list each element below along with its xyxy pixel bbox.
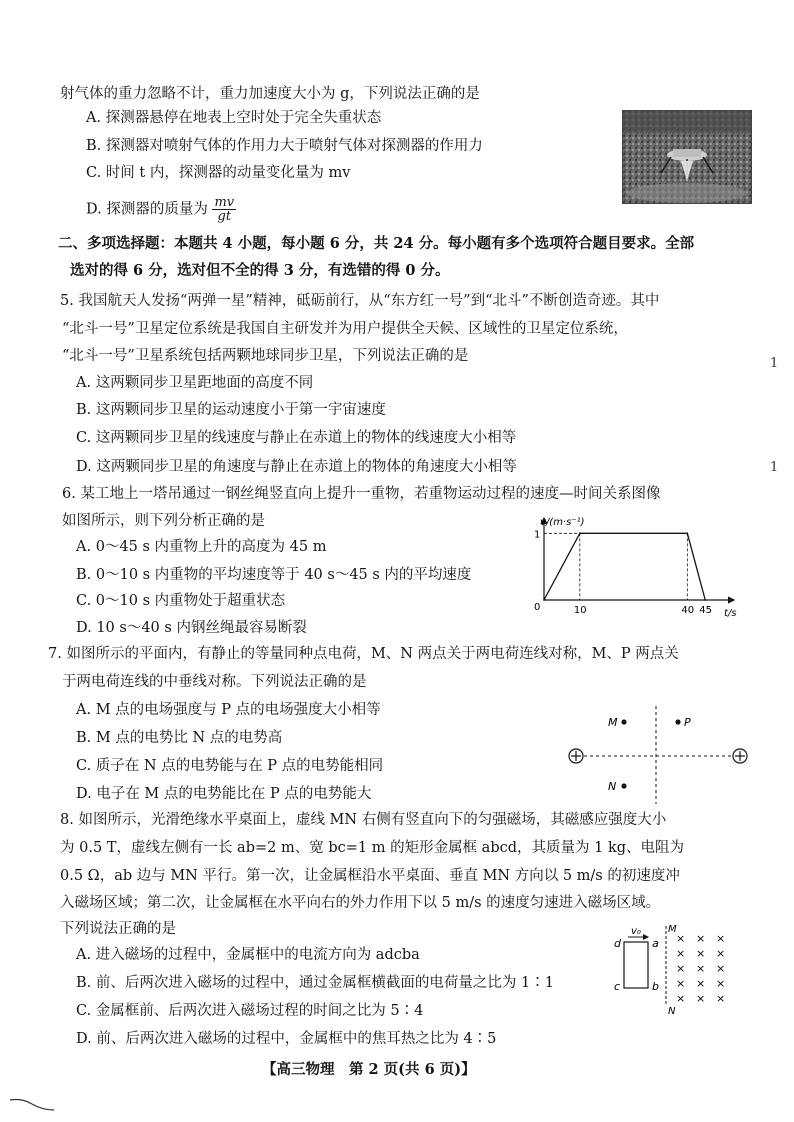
q7-stem-line2: 于两电荷连线的中垂线对称。下列说法正确的是 [62, 674, 367, 690]
q4-option-d-fraction [212, 196, 236, 223]
q4-option-b: B. 探测器对喷射气体的作用力大于喷射气体对探测器的作用力 [86, 138, 483, 154]
data-point [686, 532, 688, 534]
field-mark: × [716, 977, 726, 990]
q8-stem-line3: 0.5 Ω，ab 边与 MN 平行。第一次，让金属框沿水平桌面、垂直 MN 方向以 5 m/s 的初速度冲 [60, 868, 680, 884]
q7-option-b: B. M 点的电势比 N 点的电势高 [76, 730, 283, 746]
field-mark: × [676, 962, 686, 975]
point-p-dot [675, 719, 680, 724]
chart-guide-lines [544, 533, 687, 600]
field-mark: × [676, 977, 686, 990]
q7-option-a: A. M 点的电场强度与 P 点的电场强度大小相等 [76, 702, 381, 718]
field-mark: × [696, 962, 706, 975]
field-mark: × [696, 977, 706, 990]
q4-option-d-prefix: D. 探测器的质量为 [86, 201, 208, 218]
origin-label: 0 [534, 602, 541, 613]
field-mark: × [716, 947, 726, 960]
q5-option-c: C. 这两颗同步卫星的线速度与静止在赤道上的物体的线速度大小相等 [76, 430, 517, 446]
field-mark: × [676, 932, 686, 945]
point-n-dot [621, 783, 626, 788]
point-p-label: P [684, 716, 691, 729]
q8-option-d: D. 前、后两次进入磁场的过程中，金属框中的焦耳热之比为 4∶5 [76, 1031, 497, 1047]
point-n-label: N [608, 780, 617, 793]
q7-option-d: D. 电子在 M 点的电势能比在 P 点的电势能大 [76, 786, 372, 802]
x-axis-label: t/s [724, 608, 737, 619]
chart-tick-labels [534, 529, 712, 616]
right-charge-icon [733, 749, 747, 763]
series-segment [687, 533, 705, 600]
q6-option-c: C. 0～10 s 内重物处于超重状态 [76, 593, 286, 609]
boundary-n-label: N [668, 1006, 676, 1016]
q8-stem-line1: 8. 如图所示，光滑绝缘水平桌面上，虚线 MN 右侧有竖直向下的匀强磁场，其磁感应强度大小 [60, 812, 667, 828]
q8-stem-line4: 入磁场区域；第二次，让金属框在水平向右的外力作用下以 5 m/s 的速度匀速进入磁场区域。 [60, 895, 661, 911]
page-footer: 【高三物理 第 2 页(共 6 页)】 [262, 1061, 476, 1078]
q6-option-d: D. 10 s～40 s 内钢丝绳最容易断裂 [76, 620, 307, 636]
q6-option-a: A. 0～45 s 内重物上升的高度为 45 m [76, 539, 327, 555]
data-point [579, 532, 581, 534]
q5-option-b: B. 这两颗同步卫星的运动速度小于第一宇宙速度 [76, 402, 386, 418]
chart-series [543, 532, 706, 600]
field-mark: × [696, 947, 706, 960]
q8-stem-line2: 为 0.5 T，虚线左侧有一长 ab=2 m、宽 bc=1 m 的矩形金属框 abcd，其质量为 1 kg、电阻为 [60, 840, 685, 856]
y-tick-label: 1 [534, 529, 541, 541]
magnetic-field-diagram [606, 920, 744, 1016]
section2-header-line1: 二、多项选择题：本题共 4 小题，每小题 6 分，共 24 分。每小题有多个选项符合题目要求。全部 [58, 235, 695, 252]
q4-option-a: A. 探测器悬停在地表上空时处于完全失重状态 [86, 110, 382, 126]
series-segment [544, 533, 580, 600]
y-axis-label: v/(m·s⁻¹) [540, 517, 585, 528]
q7-option-c: C. 质子在 N 点的电势能与在 P 点的电势能相同 [76, 758, 384, 774]
field-mark: × [696, 992, 706, 1005]
q8-option-a: A. 进入磁场的过程中，金属框中的电流方向为 adcba [76, 947, 420, 963]
q5-stem-line3: “北斗一号”卫星系统包括两颗地球同步卫星，下列说法正确的是 [62, 348, 469, 364]
q5-stem-line1: 5. 我国航天人发扬“两弹一星”精神，砥砺前行，从“东方红一号”到“北斗”不断创造奇迹。其中 [60, 293, 660, 309]
boundary-m-label: M [668, 924, 677, 935]
field-mark: × [716, 962, 726, 975]
fraction-numerator: mv [214, 195, 235, 210]
charges-diagram [548, 700, 768, 810]
fraction-denominator: gt [217, 209, 232, 224]
probe-photo [622, 110, 752, 204]
q4-stem: 射气体的重力忽略不计，重力加速度大小为 g，下列说法正确的是 [60, 86, 480, 102]
q6-stem-line2: 如图所示，则下列分析正确的是 [62, 513, 265, 529]
point-m-dot [621, 719, 626, 724]
data-point [704, 599, 706, 601]
velocity-time-chart [528, 512, 744, 628]
corner-b-label: b [652, 980, 659, 993]
field-mark: × [696, 932, 706, 945]
x-tick-label: 45 [699, 605, 712, 616]
q6-stem-line1: 6. 某工地上一塔吊通过一钢丝绳竖直向上提升一重物，若重物运动过程的速度—时间关系图像 [62, 486, 661, 502]
magnetic-field-marks [676, 932, 725, 1005]
field-mark: × [676, 992, 686, 1005]
q6-option-b: B. 0～10 s 内重物的平均速度等于 40 s～45 s 内的平均速度 [76, 567, 472, 583]
q5-stem-line2: “北斗一号”卫星定位系统是我国自主研发并为用户提供全天候、区域性的卫星定位系统， [62, 321, 628, 337]
x-tick-label: 40 [681, 605, 695, 616]
field-mark: × [676, 947, 686, 960]
margin-mark: 1 [770, 356, 779, 371]
metal-frame [624, 942, 648, 988]
q8-option-b: B. 前、后两次进入磁场的过程中，通过金属框横截面的电荷量之比为 1∶1 [76, 975, 554, 991]
q4-option-c: C. 时间 t 内，探测器的动量变化量为 mv [86, 165, 351, 181]
margin-mark: 1 [770, 460, 779, 475]
point-m-label: M [608, 716, 618, 729]
q5-option-a: A. 这两颗同步卫星距地面的高度不同 [76, 375, 314, 391]
corner-c-label: c [614, 980, 621, 993]
section2-header-line2: 选对的得 6 分，选对但不全的得 3 分，有选错的得 0 分。 [70, 262, 450, 279]
data-point [543, 599, 545, 601]
q8-option-c: C. 金属框前、后两次进入磁场过程的时间之比为 5∶4 [76, 1003, 424, 1019]
q5-option-d: D. 这两颗同步卫星的角速度与静止在赤道上的物体的角速度大小相等 [76, 459, 517, 475]
corner-a-label: a [652, 937, 659, 950]
left-charge-icon [569, 749, 583, 763]
field-mark: × [716, 932, 726, 945]
velocity-label: v₀ [631, 926, 641, 937]
field-mark: × [716, 992, 726, 1005]
q4-option-d [86, 196, 236, 223]
q7-stem-line1: 7. 如图所示的平面内，有静止的等量同种点电荷，M、N 两点关于两电荷连线对称，M、P 两点关 [48, 646, 679, 662]
q8-stem-line5: 下列说法正确的是 [60, 921, 176, 937]
x-tick-label: 10 [573, 605, 587, 616]
corner-scribble [8, 1096, 58, 1112]
corner-d-label: d [614, 937, 621, 950]
